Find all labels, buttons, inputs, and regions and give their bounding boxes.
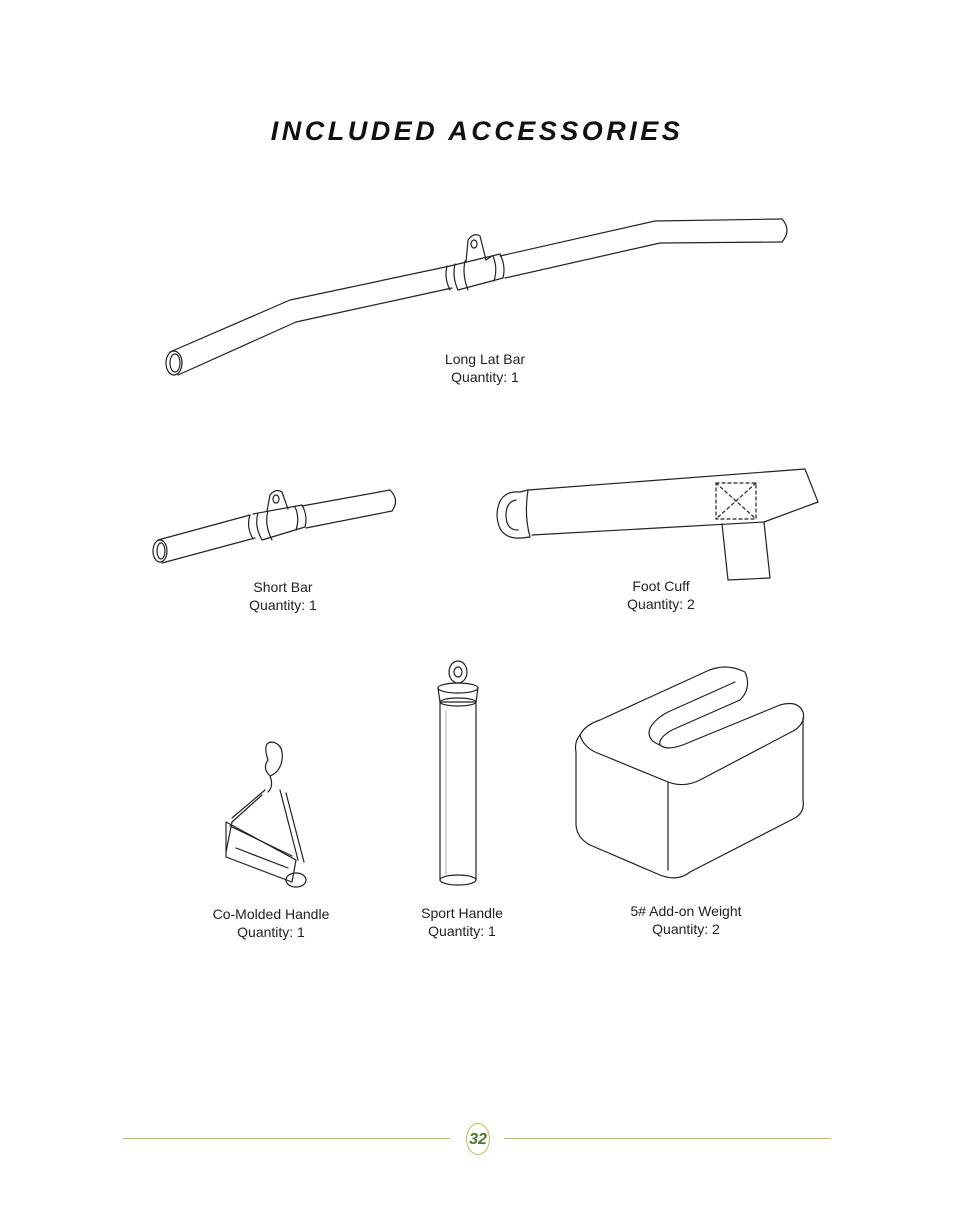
item-quantity: Quantity: 2 — [652, 921, 720, 937]
short-bar-caption — [183, 578, 383, 614]
item-quantity: Quantity: 1 — [428, 923, 496, 939]
item-name: Foot Cuff — [632, 578, 690, 594]
page-title: INCLUDED ACCESSORIES — [270, 116, 684, 146]
add-on-weight-caption — [586, 902, 786, 938]
foot-cuff-caption — [561, 577, 761, 613]
sport-handle-icon — [438, 661, 478, 885]
item-quantity: Quantity: 1 — [451, 369, 519, 385]
item-quantity: Quantity: 2 — [627, 596, 695, 612]
item-name: Sport Handle — [421, 905, 503, 921]
footer-rule-left — [123, 1138, 450, 1139]
item-name: Long Lat Bar — [444, 351, 526, 367]
long-lat-bar-caption — [385, 350, 585, 386]
page-number: 32 — [466, 1123, 490, 1155]
item-name: 5# Add-on Weight — [630, 903, 742, 919]
foot-cuff-icon — [497, 469, 818, 580]
footer-rule-right — [504, 1138, 831, 1139]
item-name: Short Bar — [253, 579, 313, 595]
short-bar-icon — [153, 490, 396, 563]
co-molded-handle-caption — [171, 905, 371, 941]
item-quantity: Quantity: 1 — [249, 597, 317, 613]
sport-handle-caption — [362, 904, 562, 940]
item-name: Co-Molded Handle — [212, 906, 330, 922]
co-molded-handle-icon — [226, 742, 306, 887]
item-quantity: Quantity: 1 — [237, 924, 305, 940]
add-on-weight-icon — [576, 667, 804, 878]
